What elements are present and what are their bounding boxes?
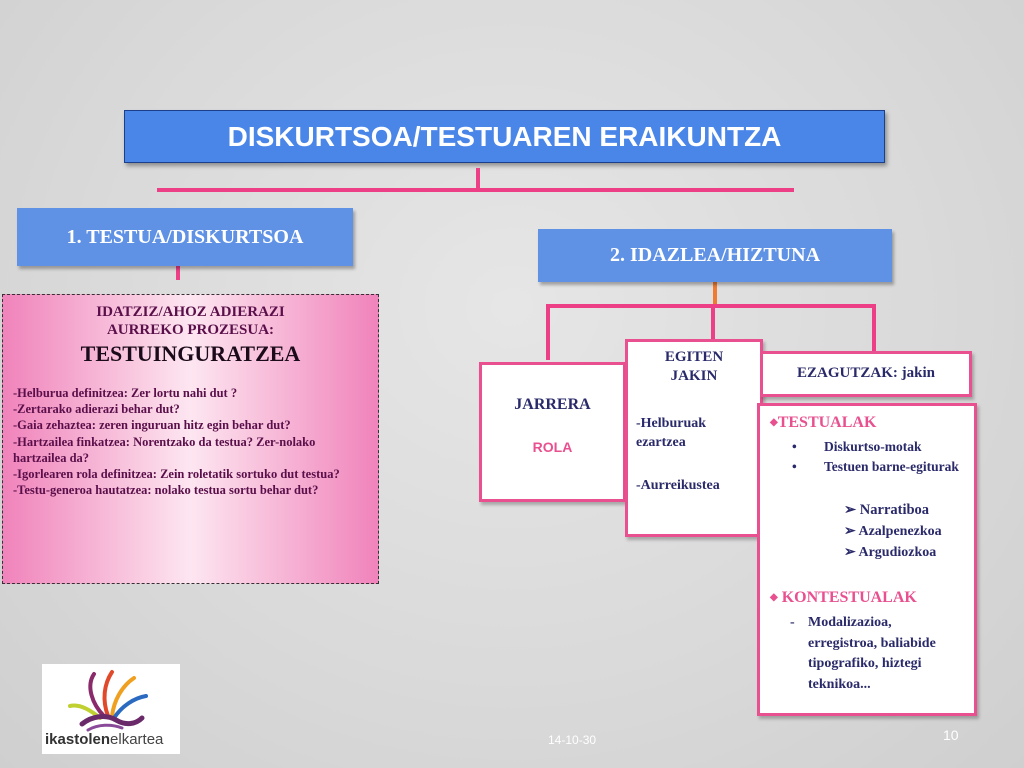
dash-text: Modalizazioa, erregistroa, baliabide tipografiko, hiztegi teknikoa... (808, 615, 936, 692)
ezagutzak-header-card (760, 351, 972, 397)
bullet-text: Diskurtso-motak (824, 439, 922, 454)
connector-top-bar (157, 188, 794, 192)
egiten-item2: -Aurreikustea (636, 478, 720, 493)
bullet-text: Testuen barne-egiturak (824, 459, 959, 474)
footer-date: 14-10-30 (548, 733, 597, 747)
logo-text-light: elkartea (110, 731, 164, 748)
box-testua-diskurtsoa (17, 208, 353, 266)
egiten-item1-line1: -Helburuak (636, 416, 707, 431)
connector-box1-stem (176, 266, 180, 280)
jarrera-subtitle: ROLA (532, 439, 573, 455)
ikastolen-elkartea-logo (42, 664, 180, 754)
jarrera-title: JARRERA (514, 396, 591, 413)
dash-item (790, 613, 960, 695)
ezagutzak-detail-card (757, 403, 977, 716)
panel-items (13, 385, 368, 498)
diamond-bullet-icon: ◆ (770, 417, 778, 428)
diagram-title: DISKURTSOA/TESTUAREN ERAIKUNTZA (124, 110, 885, 163)
logo-flower-icon (42, 664, 180, 734)
arrow-bullet-icon: ➢ (844, 502, 857, 518)
ezagutzak-header: EZAGUTZAK: jakin (797, 365, 935, 381)
connector-box2-stem (713, 282, 717, 304)
arrow-item (844, 544, 936, 561)
panel-heading-line2: AURREKO PROZESUA: (106, 322, 275, 338)
arrow-bullet-icon: ➢ (844, 524, 856, 539)
connector-mid-leg (711, 304, 715, 340)
egiten-item1-line2: ezartzea (636, 435, 686, 450)
box-testua-label: 1. TESTUA/DISKURTSOA (66, 225, 304, 248)
kontestualak-heading (770, 589, 917, 607)
testuinguratzea-panel (2, 294, 379, 584)
logo-wordmark (45, 731, 163, 748)
panel-item: -Gaia zehaztea: zeren inguruan hitz egin behar dut? (13, 418, 291, 433)
panel-heading-line1: IDATZIZ/AHOZ ADIERAZI (96, 304, 285, 320)
panel-item: -Testu-generoa hautatzea: nolako testua sortu behar dut? (13, 483, 319, 498)
dash-bullet-icon: - (790, 615, 795, 630)
kontestualak-label: KONTESTUALAK (781, 589, 917, 606)
arrow-item (844, 523, 942, 540)
panel-item: -Hartzailea finkatzea: Norentzako da testua? Zer-nolako hartzailea da? (13, 434, 316, 465)
testualak-label: TESTUALAK (777, 414, 877, 431)
bullet-item (792, 439, 922, 455)
arrow-text: Narratiboa (859, 502, 930, 518)
box-idazlea-label: 2. IDAZLEA/HIZTUNA (609, 244, 821, 266)
bullet-item (792, 458, 974, 476)
page-number: 10 (943, 727, 959, 743)
panel-item: -Igorlearen rola definitzea: Zein roletatik sortuko dut testua? (13, 467, 340, 482)
arrow-bullet-icon: ➢ (844, 545, 856, 560)
panel-item: -Zertarako adierazi behar dut? (13, 402, 180, 417)
arrow-item (844, 502, 929, 519)
connector-right-leg (872, 304, 876, 352)
diamond-bullet-icon: ◆ (770, 592, 778, 603)
box-idazlea-hiztuna (538, 229, 892, 282)
arrow-text: Argudiozkoa (858, 545, 937, 560)
dot-bullet-icon: • (792, 459, 797, 474)
jarrera-card (479, 362, 626, 502)
arrow-text: Azalpenezkoa (858, 524, 942, 539)
testualak-heading (770, 414, 876, 432)
egiten-title-line2: JAKIN (670, 368, 718, 384)
panel-item: -Helburua definitzea: Zer lortu nahi dut ? (13, 386, 238, 400)
connector-left-leg (546, 304, 550, 360)
panel-heading-big: TESTUINGURATZEA (80, 341, 301, 366)
logo-text-bold: ikastolen (45, 731, 111, 748)
egiten-jakin-card (625, 339, 763, 537)
dot-bullet-icon: • (792, 439, 797, 454)
egiten-title-line1: EGITEN (664, 349, 724, 365)
